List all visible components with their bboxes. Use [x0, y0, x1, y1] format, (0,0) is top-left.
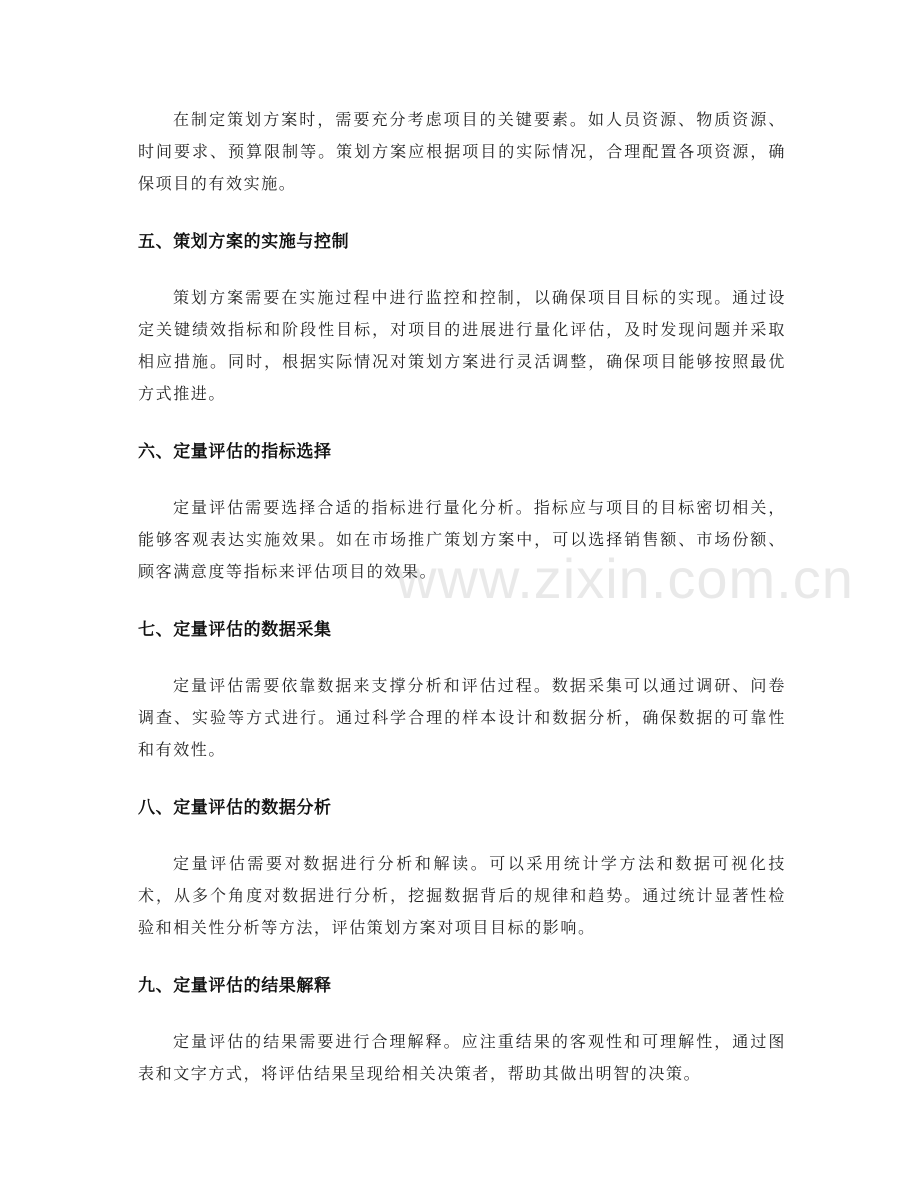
section-heading-7: 七、定量评估的数据采集	[138, 620, 332, 640]
section-heading-9: 九、定量评估的结果解释	[138, 976, 332, 996]
document-body	[138, 104, 786, 1090]
section-heading-5: 五、策划方案的实施与控制	[138, 232, 350, 252]
intro-paragraph: 在制定策划方案时，需要充分考虑项目的关键要素。如人员资源、物质资源、时间要求、预算限制等。策划方案应根据项目的实际情况，合理配置各项资源，确保项目的有效实施。	[138, 110, 786, 193]
section-paragraph-5: 策划方案需要在实施过程中进行监控和控制，以确保项目目标的实现。通过设定关键绩效指标和阶段性目标，对项目的进展进行量化评估，及时发现问题并采取相应措施。同时，根据实际情况对策划方案进行灵活调整，确保项目能够按照最优方式推进。	[138, 288, 786, 403]
section-paragraph-6: 定量评估需要选择合适的指标进行量化分析。指标应与项目的目标密切相关，能够客观表达实施效果。如在市场推广策划方案中，可以选择销售额、市场份额、顾客满意度等指标来评估项目的效果。	[138, 498, 786, 581]
section-heading-6: 六、定量评估的指标选择	[138, 442, 332, 462]
section-heading-8: 八、定量评估的数据分析	[138, 798, 332, 818]
section-paragraph-9: 定量评估的结果需要进行合理解释。应注重结果的客观性和可理解性，通过图表和文字方式，将评估结果呈现给相关决策者，帮助其做出明智的决策。	[138, 1032, 786, 1083]
section-paragraph-7: 定量评估需要依靠数据来支撑分析和评估过程。数据采集可以通过调研、问卷调查、实验等方式进行。通过科学合理的样本设计和数据分析，确保数据的可靠性和有效性。	[138, 676, 786, 759]
section-paragraph-8: 定量评估需要对数据进行分析和解读。可以采用统计学方法和数据可视化技术，从多个角度对数据进行分析，挖掘数据背后的规律和趋势。通过统计显著性检验和相关性分析等方法，评估策划方案对项目目标的影响。	[138, 854, 786, 937]
watermark: www.zixin.com.cn	[396, 547, 854, 610]
